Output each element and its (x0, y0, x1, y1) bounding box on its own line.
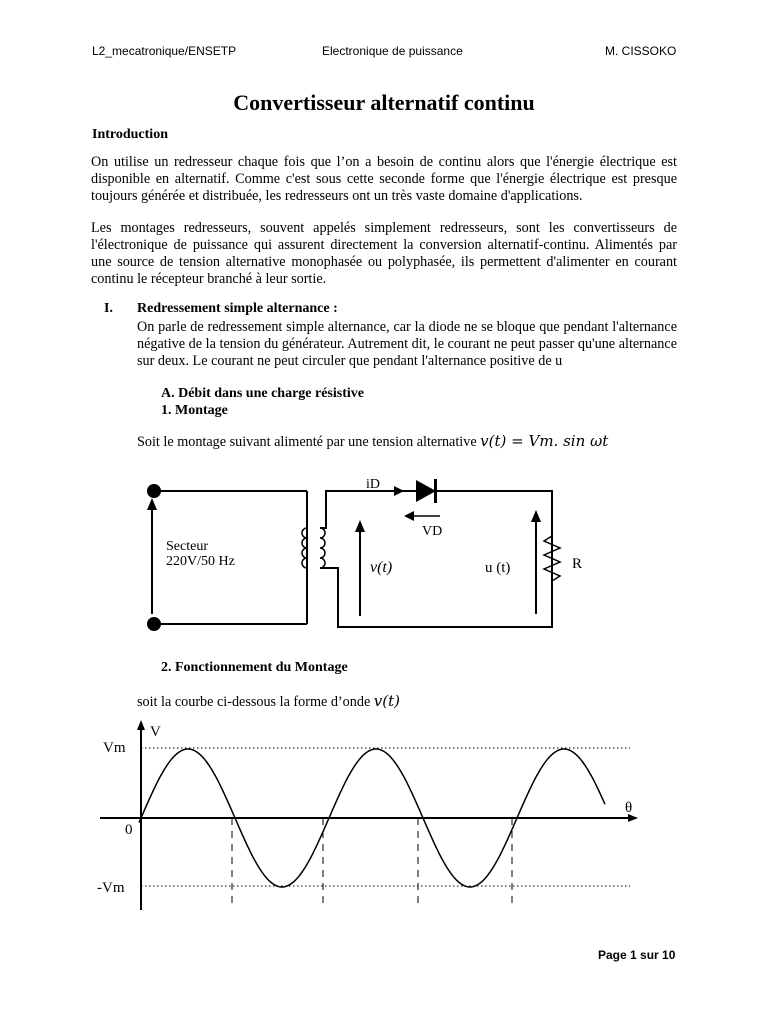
intro-paragraph-2: Les montages redresseurs, souvent appelés simplement redresseurs, sont les convertisseurs de l'électronique de puissance qui assurent directement la conversion alternatif-continu. Alimentés par une source de tension alternative monophasée ou polyphasée, ils permettent d'alimenter en courant continu le récepteur branché à leur sortie. (91, 220, 677, 287)
v-arrow-head (355, 520, 365, 532)
courbe-text: soit la courbe ci-dessous la forme d’onde (137, 694, 371, 710)
source-label-2: 220V/50 Hz (166, 554, 235, 569)
r-label: R (572, 556, 583, 572)
source-top-terminal (147, 484, 161, 498)
section-paragraph: On parle de redressement simple alternance, car la diode ne se bloque que pendant l'alternance négative de la tension du générateur. Autrement dit, le courant ne peut passer qu'une alternance sur deux. Le courant ne peut circuler que pendant l'alternance positive de u (137, 319, 677, 369)
header-right: M. CISSOKO (605, 44, 677, 58)
montage-sentence (137, 432, 608, 451)
waveform-plot (95, 720, 650, 910)
courbe-formula: v(t) (373, 692, 401, 710)
section-number: I. (104, 301, 113, 316)
secondary-loop-wire (320, 491, 552, 627)
header-center: Electronique de puissance (322, 44, 463, 58)
id-arrow-head (394, 486, 404, 496)
diode-triangle (416, 480, 436, 502)
source-label-1: Secteur (166, 539, 208, 554)
v-axis-arrow (137, 720, 145, 730)
vm-label: Vm (103, 740, 126, 756)
id-label: iD (366, 477, 380, 492)
source-arrow-head (147, 498, 157, 510)
header-left: L2_mecatronique/ENSETP (92, 44, 237, 58)
u-label: u (t) (485, 560, 511, 576)
u-arrow-head (531, 510, 541, 522)
page-number: Page 1 sur 10 (598, 948, 676, 962)
courbe-sentence (137, 692, 400, 711)
page-title: Convertisseur alternatif continu (233, 90, 535, 115)
subsection-a-title: A. Débit dans une charge résistive (161, 386, 364, 401)
secondary-coil (320, 528, 325, 568)
vd-label: VD (422, 524, 443, 539)
vd-arrow-head (404, 511, 414, 521)
rectifier-circuit-diagram (130, 466, 583, 638)
section-title: Redressement simple alternance : (137, 301, 338, 316)
intro-heading: Introduction (92, 127, 168, 142)
v-label: v(t) (370, 559, 393, 576)
intro-paragraph-1: On utilise un redresseur chaque fois que l’on a besoin de continu alors que l'énergie électrique est disponible en alternatif. Comme c'est sous cette seconde forme que l'énergie électrique est presque toujours générée et distribuée, les redresseurs ont un très vaste domaine d'applications. (91, 154, 677, 204)
subsection-2-title: 2. Fonctionnement du Montage (161, 660, 348, 675)
montage-formula: v(t) = Vm. sin ωt (480, 432, 609, 450)
subsection-1-title: 1. Montage (161, 403, 228, 418)
source-bottom-terminal (147, 617, 161, 631)
v-axis-label: V (150, 724, 161, 740)
neg-vm-label: -Vm (97, 880, 125, 896)
diode-bar (434, 479, 437, 503)
zero-label: 0 (125, 822, 133, 838)
secondary-top-wire (320, 491, 416, 528)
montage-text: Soit le montage suivant alimenté par une tension alternative (137, 434, 477, 450)
theta-label: θ (625, 800, 633, 816)
